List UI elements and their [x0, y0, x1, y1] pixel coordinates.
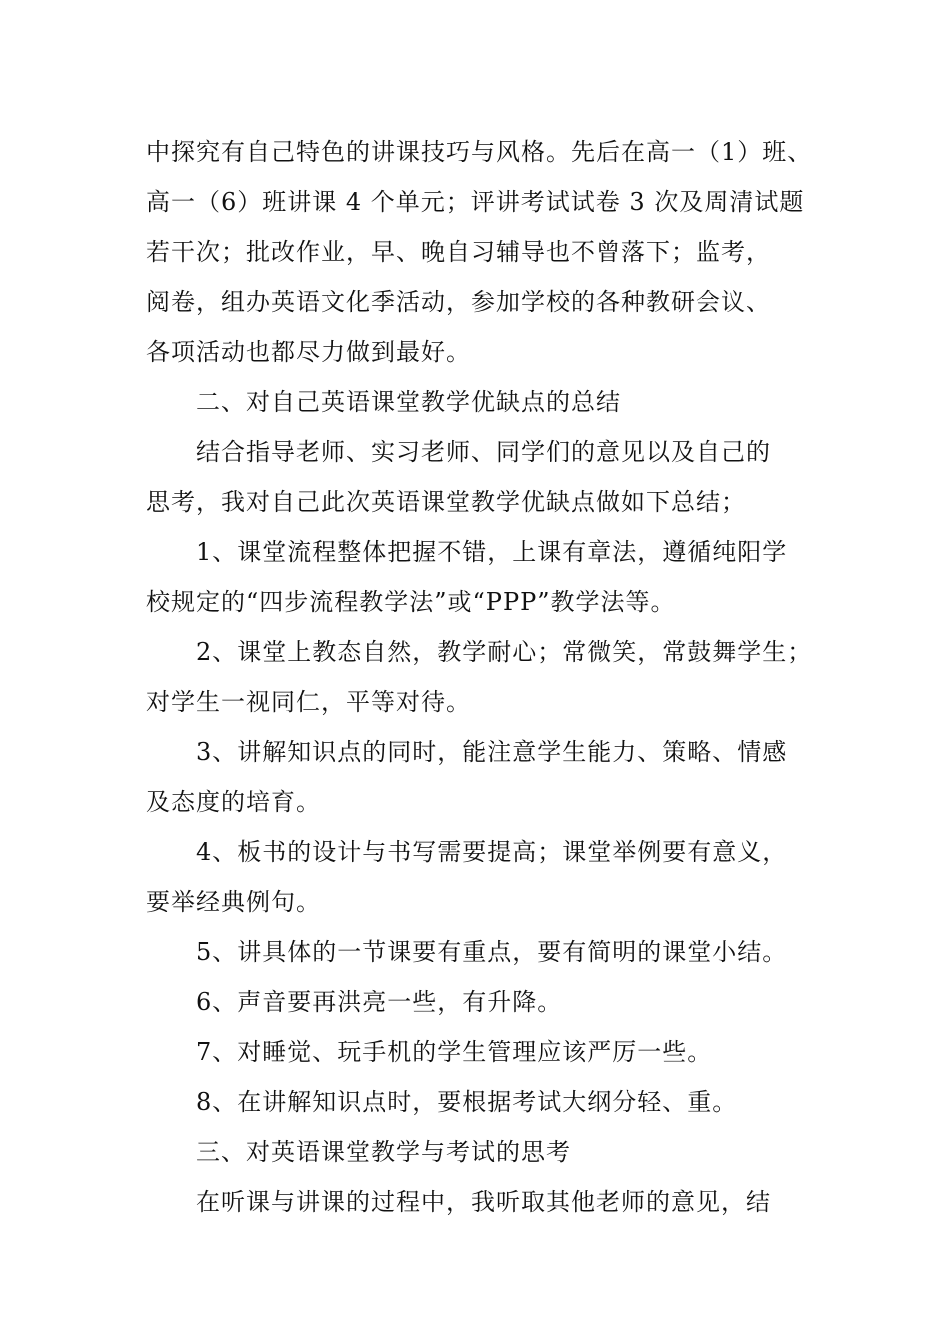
- body-paragraph: [146, 427, 822, 527]
- list-item-8: [146, 1077, 822, 1127]
- section-heading-2: [146, 377, 822, 427]
- text-line: 各项活动也都尽力做到最好。: [146, 338, 471, 366]
- list-item-7: [146, 1027, 822, 1077]
- body-paragraph: [146, 1177, 822, 1227]
- list-item-2: [146, 627, 822, 727]
- text-line: 思考，我对自己此次英语课堂教学优缺点做如下总结；: [146, 488, 746, 516]
- text-line: 5、讲具体的一节课要有重点，要有简明的课堂小结。: [196, 938, 788, 966]
- list-item-6: [146, 977, 822, 1027]
- text-line: 4、板书的设计与书写需要提高；课堂举例要有意义，: [196, 838, 788, 866]
- text-line: 校规定的“四步流程教学法”或“PPP”教学法等。: [146, 588, 676, 616]
- list-item-3: [146, 727, 822, 827]
- text-line: 及态度的培育。: [146, 788, 321, 816]
- text-line: 1、课堂流程整体把握不错，上课有章法，遵循纯阳学: [196, 538, 788, 566]
- heading-line: 二、对自己英语课堂教学优缺点的总结: [196, 388, 621, 416]
- text-line: 高一（6）班讲课 4 个单元；评讲考试试卷 3 次及周清试题: [146, 188, 805, 216]
- text-line: 3、讲解知识点的同时，能注意学生能力、策略、情感: [196, 738, 788, 766]
- list-item-4: [146, 827, 822, 927]
- text-line: 6、声音要再洪亮一些，有升降。: [196, 988, 563, 1016]
- text-line: 8、在讲解知识点时，要根据考试大纲分轻、重。: [196, 1088, 738, 1116]
- text-line: 在听课与讲课的过程中，我听取其他老师的意见，结: [196, 1188, 771, 1216]
- text-line: 中探究有自己特色的讲课技巧与风格。先后在高一（1）班、: [146, 138, 813, 166]
- text-line: 阅卷，组办英语文化季活动，参加学校的各种教研会议、: [146, 288, 771, 316]
- text-line: 对学生一视同仁，平等对待。: [146, 688, 471, 716]
- heading-line: 三、对英语课堂教学与考试的思考: [196, 1138, 571, 1166]
- text-line: 要举经典例句。: [146, 888, 321, 916]
- list-item-1: [146, 527, 822, 627]
- text-line: 若干次；批改作业，早、晚自习辅导也不曾落下；监考，: [146, 238, 771, 266]
- section-heading-3: [146, 1127, 822, 1177]
- text-line: 结合指导老师、实习老师、同学们的意见以及自己的: [196, 438, 771, 466]
- list-item-5: [146, 927, 822, 977]
- text-line: 2、课堂上教态自然，教学耐心；常微笑，常鼓舞学生；: [196, 638, 813, 666]
- document-body: [146, 127, 822, 1227]
- text-line: 7、对睡觉、玩手机的学生管理应该严厉一些。: [196, 1038, 713, 1066]
- body-paragraph: [146, 127, 822, 377]
